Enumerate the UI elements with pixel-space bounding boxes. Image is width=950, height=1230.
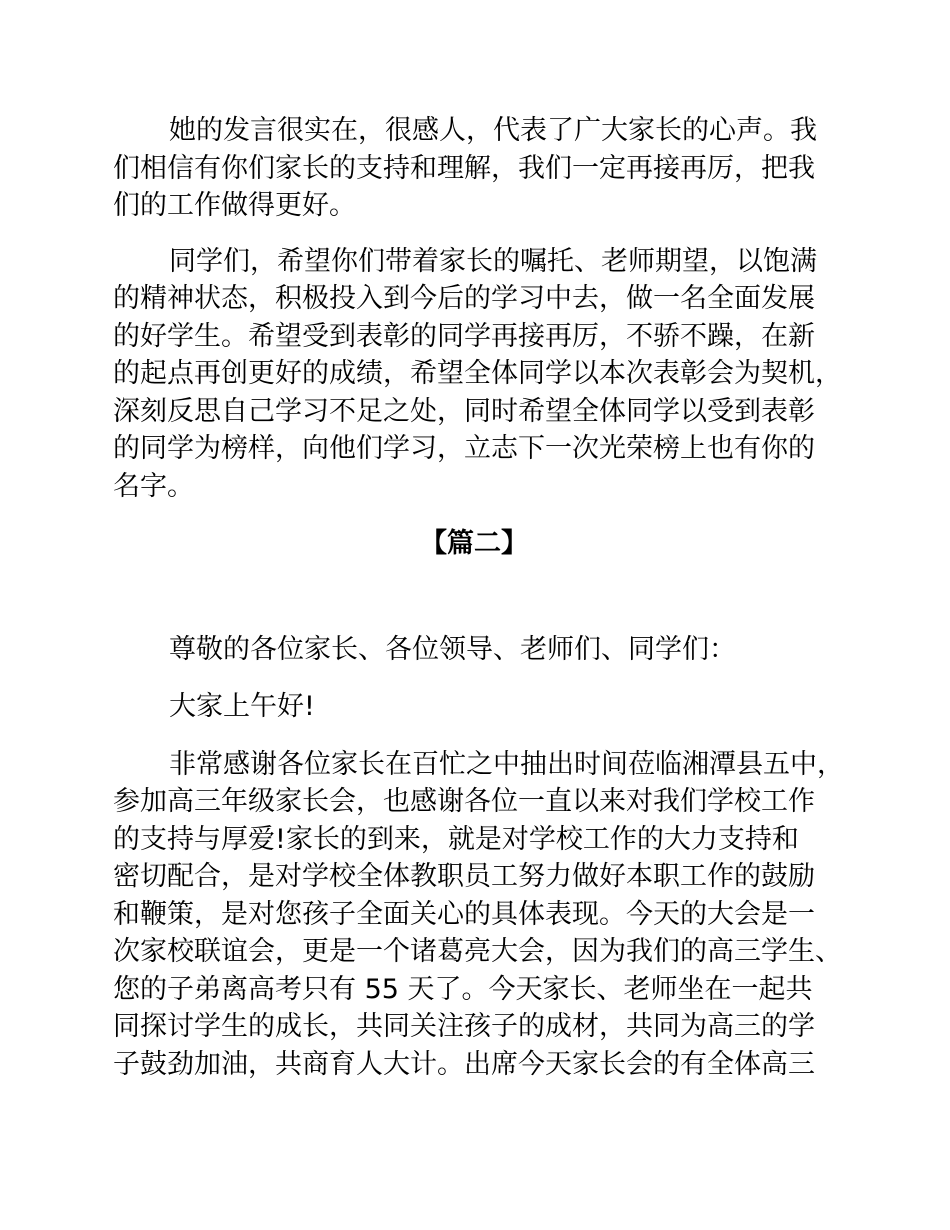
text-line: 同学们，希望你们带着家长的嘱托、老师期望，以饱满 xyxy=(169,245,817,277)
text-line: 的支持与厚爱!家长的到来，就是对学校工作的大力支持和 xyxy=(113,823,799,855)
text-line: 和鞭策，是对您孩子全面关心的具体表现。今天的大会是一 xyxy=(113,898,815,930)
text-line: 们相信有你们家长的支持和理解，我们一定再接再厉，把我 xyxy=(113,152,815,184)
paragraph-1 xyxy=(113,112,863,225)
text-line: 的精神状态，积极投入到今后的学习中去，做一名全面发展 xyxy=(113,283,815,314)
text-line: 非常感谢各位家长在百忙之中抽出时间莅临湘潭县五中， xyxy=(169,748,844,780)
text-line: 您的子弟离高考只有 55 天了。今天家长、老师坐在一起共 xyxy=(113,973,813,1005)
paragraph-main xyxy=(113,746,863,1084)
text-line: 大家上午好! xyxy=(169,691,315,722)
text-line: 们的工作做得更好。 xyxy=(113,190,356,221)
document-page xyxy=(113,112,863,1083)
text-line: 名字。 xyxy=(113,470,194,502)
text-line: 子鼓劲加油，共商育人大计。出席今天家长会的有全体高三 xyxy=(113,1048,815,1080)
greeting xyxy=(113,688,863,726)
text-line: 参加高三年级家长会，也感谢各位一直以来对我们学校工作 xyxy=(113,786,815,817)
text-line: 她的发言很实在，很感人，代表了广大家长的心声。我 xyxy=(169,115,817,146)
text-line: 的好学生。希望受到表彰的同学再接再厉，不骄不躁，在新 xyxy=(113,320,815,352)
text-line: 尊敬的各位家长、各位领导、老师们、同学们： xyxy=(169,633,736,665)
text-line: 深刻反思自己学习不足之处，同时希望全体同学以受到表彰 xyxy=(113,395,815,427)
salutation xyxy=(113,631,863,669)
paragraph-2 xyxy=(113,243,863,506)
text-line: 的起点再创更好的成绩，希望全体同学以本次表彰会为契机， xyxy=(113,358,842,389)
section-heading: 【篇二】 xyxy=(420,528,528,559)
text-line: 次家校联谊会，更是一个诸葛亮大会，因为我们的高三学生、 xyxy=(113,936,842,967)
text-line: 密切配合，是对学校全体教职员工努力做好本职工作的鼓励 xyxy=(113,861,815,892)
text-line: 的同学为榜样，向他们学习，立志下一次光荣榜上也有你的 xyxy=(113,433,815,464)
text-line: 同探讨学生的成长，共同关注孩子的成材，共同为高三的学 xyxy=(113,1011,815,1042)
